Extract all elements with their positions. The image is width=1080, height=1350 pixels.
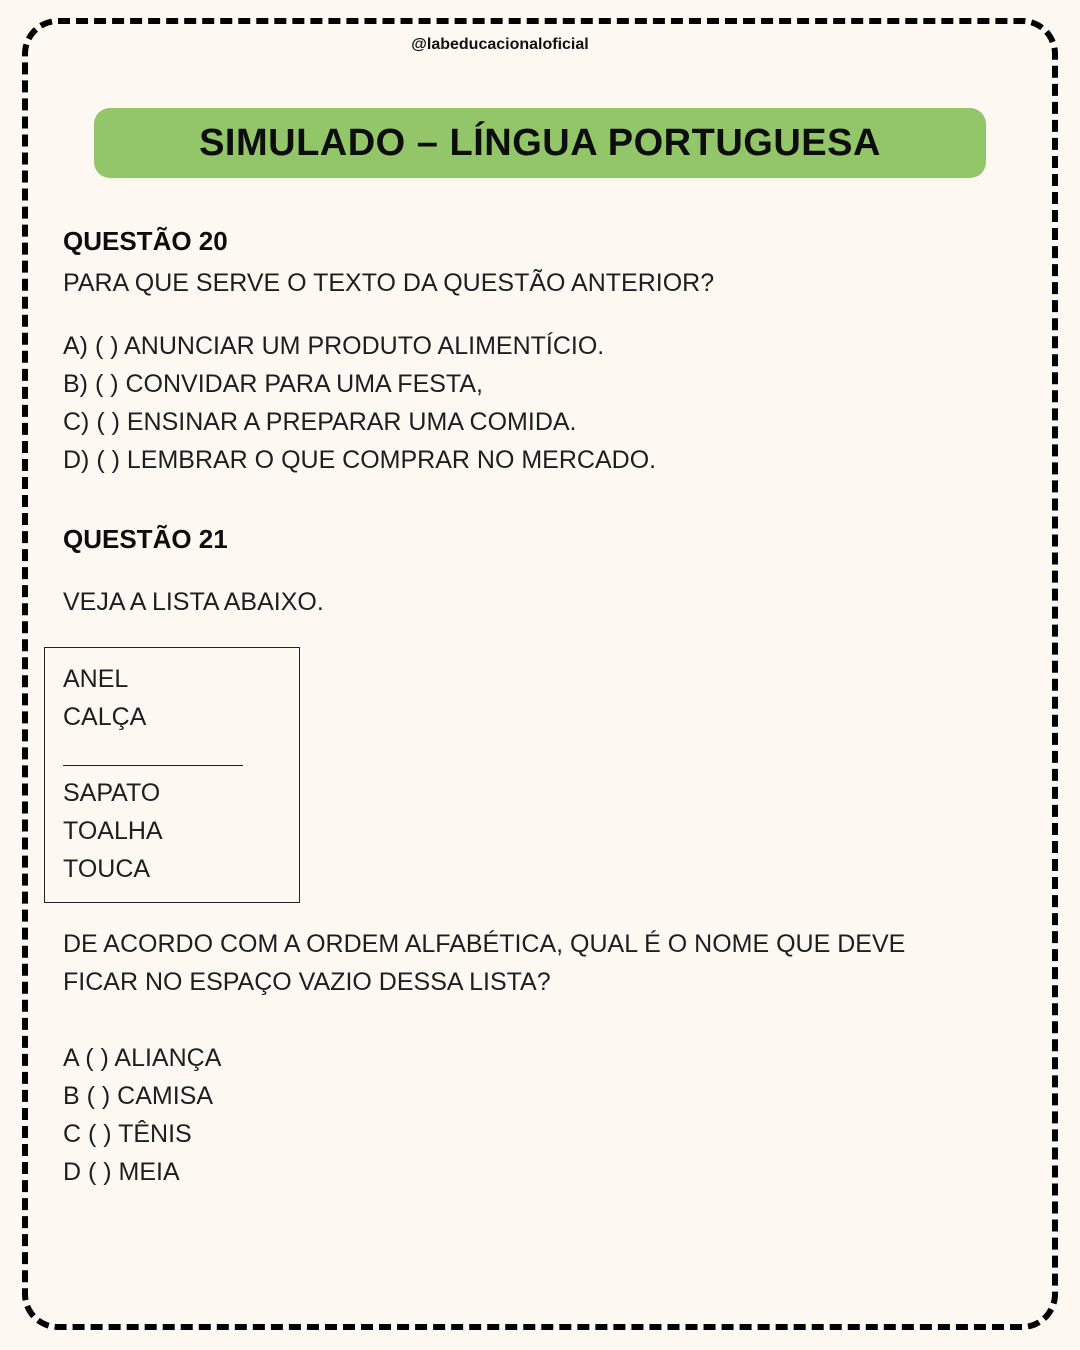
title-banner xyxy=(94,108,986,178)
question-21-text-line-1: DE ACORDO COM A ORDEM ALFABÉTICA, QUAL É O NOME QUE DEVE xyxy=(63,930,906,958)
question-21-intro: VEJA A LISTA ABAIXO. xyxy=(63,588,324,616)
question-20-option-c[interactable]: C) ( ) ENSINAR A PREPARAR UMA COMIDA. xyxy=(63,408,577,436)
question-20-option-a[interactable]: A) ( ) ANUNCIAR UM PRODUTO ALIMENTÍCIO. xyxy=(63,332,605,360)
list-item: CALÇA xyxy=(63,703,147,731)
question-21-option-b[interactable]: B ( ) CAMISA xyxy=(63,1082,214,1110)
page-title: SIMULADO – LÍNGUA PORTUGUESA xyxy=(199,121,881,164)
question-20-prompt: PARA QUE SERVE O TEXTO DA QUESTÃO ANTERIOR? xyxy=(63,269,715,297)
list-item: TOALHA xyxy=(63,817,163,845)
account-handle: @labeducacionaloficial xyxy=(411,36,589,53)
question-21-option-d[interactable]: D ( ) MEIA xyxy=(63,1158,180,1186)
list-item: ANEL xyxy=(63,665,129,693)
blank-space-line xyxy=(63,765,243,766)
question-20-option-d[interactable]: D) ( ) LEMBRAR O QUE COMPRAR NO MERCADO. xyxy=(63,446,657,474)
list-item: SAPATO xyxy=(63,779,161,807)
question-21-text-line-2: FICAR NO ESPAÇO VAZIO DESSA LISTA? xyxy=(63,968,551,996)
question-20-heading: QUESTÃO 20 xyxy=(63,226,228,256)
question-21-option-c[interactable]: C ( ) TÊNIS xyxy=(63,1120,192,1148)
word-list-box xyxy=(44,647,300,903)
list-item: TOUCA xyxy=(63,855,151,883)
question-21-heading: QUESTÃO 21 xyxy=(63,524,228,554)
question-20-option-b[interactable]: B) ( ) CONVIDAR PARA UMA FESTA, xyxy=(63,370,483,398)
question-21-option-a[interactable]: A ( ) ALIANÇA xyxy=(63,1044,222,1072)
